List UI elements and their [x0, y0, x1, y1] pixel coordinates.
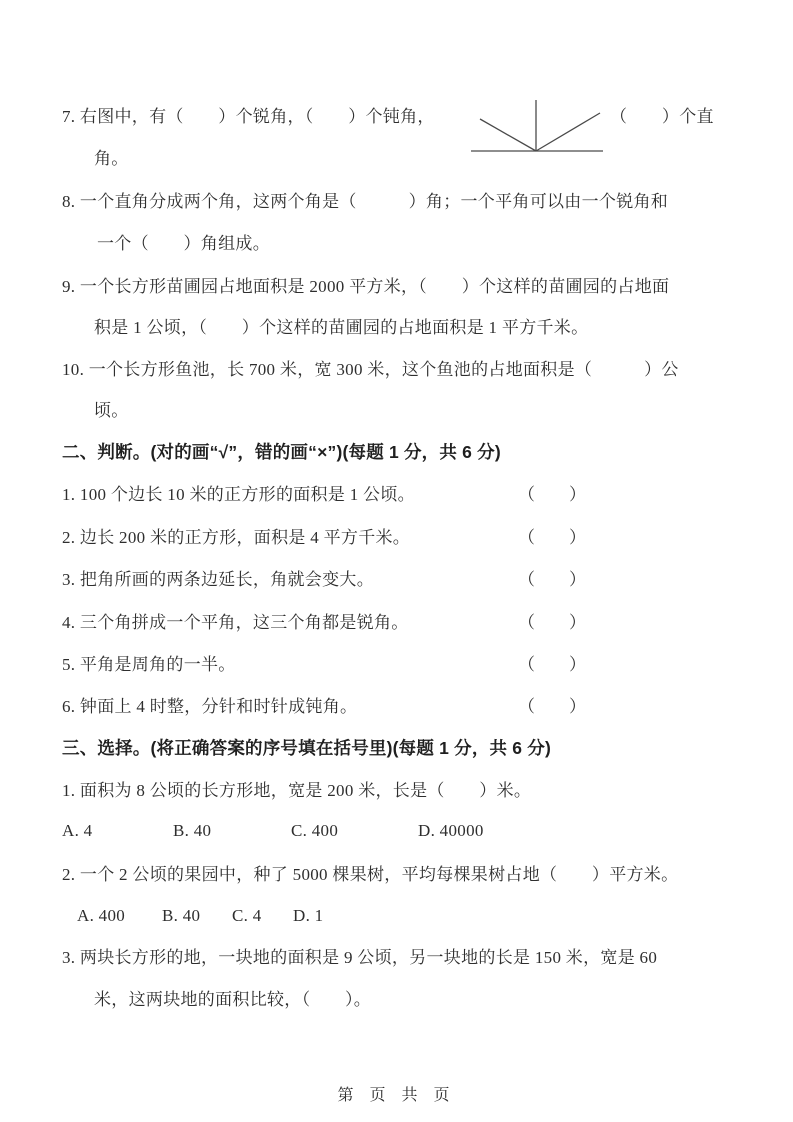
question-9-line-1: 9. 一个长方形苗圃园占地面积是 2000 平方米，（ ）个这样的苗圃园的占地面: [62, 277, 670, 296]
judge-item-1-text: 1. 100 个边长 10 米的正方形的面积是 1 公顷。: [62, 485, 415, 504]
judge-item-2-text: 2. 边长 200 米的正方形，面积是 4 平方千米。: [62, 528, 411, 547]
figure-left-ray: [480, 119, 536, 151]
judge-item-6: [0, 696, 793, 720]
choice-q2-option-d: D. 1: [293, 906, 324, 925]
question-7-line-2: 角。: [94, 149, 129, 168]
choice-q1-option-a: A. 4: [62, 821, 93, 840]
question-10-line-1: 10. 一个长方形鱼池，长 700 米，宽 300 米，这个鱼池的占地面积是（ ）公: [62, 360, 679, 379]
judge-item-1-answer-blank: （ ）: [518, 485, 586, 504]
judge-item-4-text: 4. 三个角拼成一个平角，这三个角都是锐角。: [62, 613, 409, 632]
choice-q1-option-d: D. 40000: [418, 821, 484, 840]
choice-q1-option-c: C. 400: [291, 821, 339, 840]
judge-item-3-answer-blank: （ ）: [518, 570, 586, 589]
choice-question-2-options: [0, 905, 793, 929]
judge-item-5-answer-blank: （ ）: [518, 655, 586, 674]
judge-section-header: 二、判断。(对的画“√”，错的画“×”)(每题 1 分，共 6 分): [62, 442, 501, 462]
choice-question-3-line-2: 米，这两块地的面积比较，（ ）。: [94, 990, 372, 1009]
choice-question-1-text: 1. 面积为 8 公顷的长方形地，宽是 200 米，长是（ ）米。: [62, 781, 532, 800]
judge-item-4-answer-blank: （ ）: [518, 613, 586, 632]
judge-item-2-answer-blank: （ ）: [518, 528, 586, 547]
choice-question-2-text: 2. 一个 2 公顷的果园中，种了 5000 棵果树，平均每棵果树占地（ ）平方米。: [62, 865, 679, 884]
choice-question-1-options: [0, 820, 793, 844]
judge-item-5: [0, 654, 793, 678]
judge-item-3-text: 3. 把角所画的两条边延长，角就会变大。: [62, 570, 374, 589]
judge-item-6-text: 6. 钟面上 4 时整，分针和时针成钝角。: [62, 697, 358, 716]
choice-q1-option-b: B. 40: [173, 821, 212, 840]
choice-q2-option-b: B. 40: [162, 906, 201, 925]
judge-item-5-text: 5. 平角是周角的一半。: [62, 655, 236, 674]
judge-item-6-answer-blank: （ ）: [518, 697, 586, 716]
choice-q2-option-a: A. 400: [77, 906, 126, 925]
judge-item-2: [0, 527, 793, 551]
judge-item-4: [0, 612, 793, 636]
question-7-line-1-continued: （ ）个直: [610, 107, 714, 126]
question-9-line-2: 积是 1 公顷，（ ）个这样的苗圃园的占地面积是 1 平方千米。: [94, 318, 589, 337]
judge-item-1: [0, 484, 793, 508]
choice-q2-option-c: C. 4: [232, 906, 262, 925]
figure-right-ray: [536, 113, 600, 151]
page-footer: 第 页 共 页: [337, 1087, 456, 1104]
question-7-line-1: 7. 右图中，有（ ）个锐角，（ ）个钝角，: [62, 107, 435, 126]
angle-rays-figure: [469, 97, 605, 155]
judge-item-3: [0, 569, 793, 593]
question-8-line-2: 一个（ ）角组成。: [97, 234, 270, 253]
question-10-line-2: 顷。: [94, 401, 129, 420]
question-8-line-1: 8. 一个直角分成两个角，这两个角是（ ）角；一个平角可以由一个锐角和: [62, 192, 669, 211]
choice-question-3-line-1: 3. 两块长方形的地，一块地的面积是 9 公顷，另一块地的长是 150 米，宽是 60: [62, 948, 658, 967]
choice-section-header: 三、选择。(将正确答案的序号填在括号里)(每题 1 分，共 6 分): [62, 738, 552, 758]
